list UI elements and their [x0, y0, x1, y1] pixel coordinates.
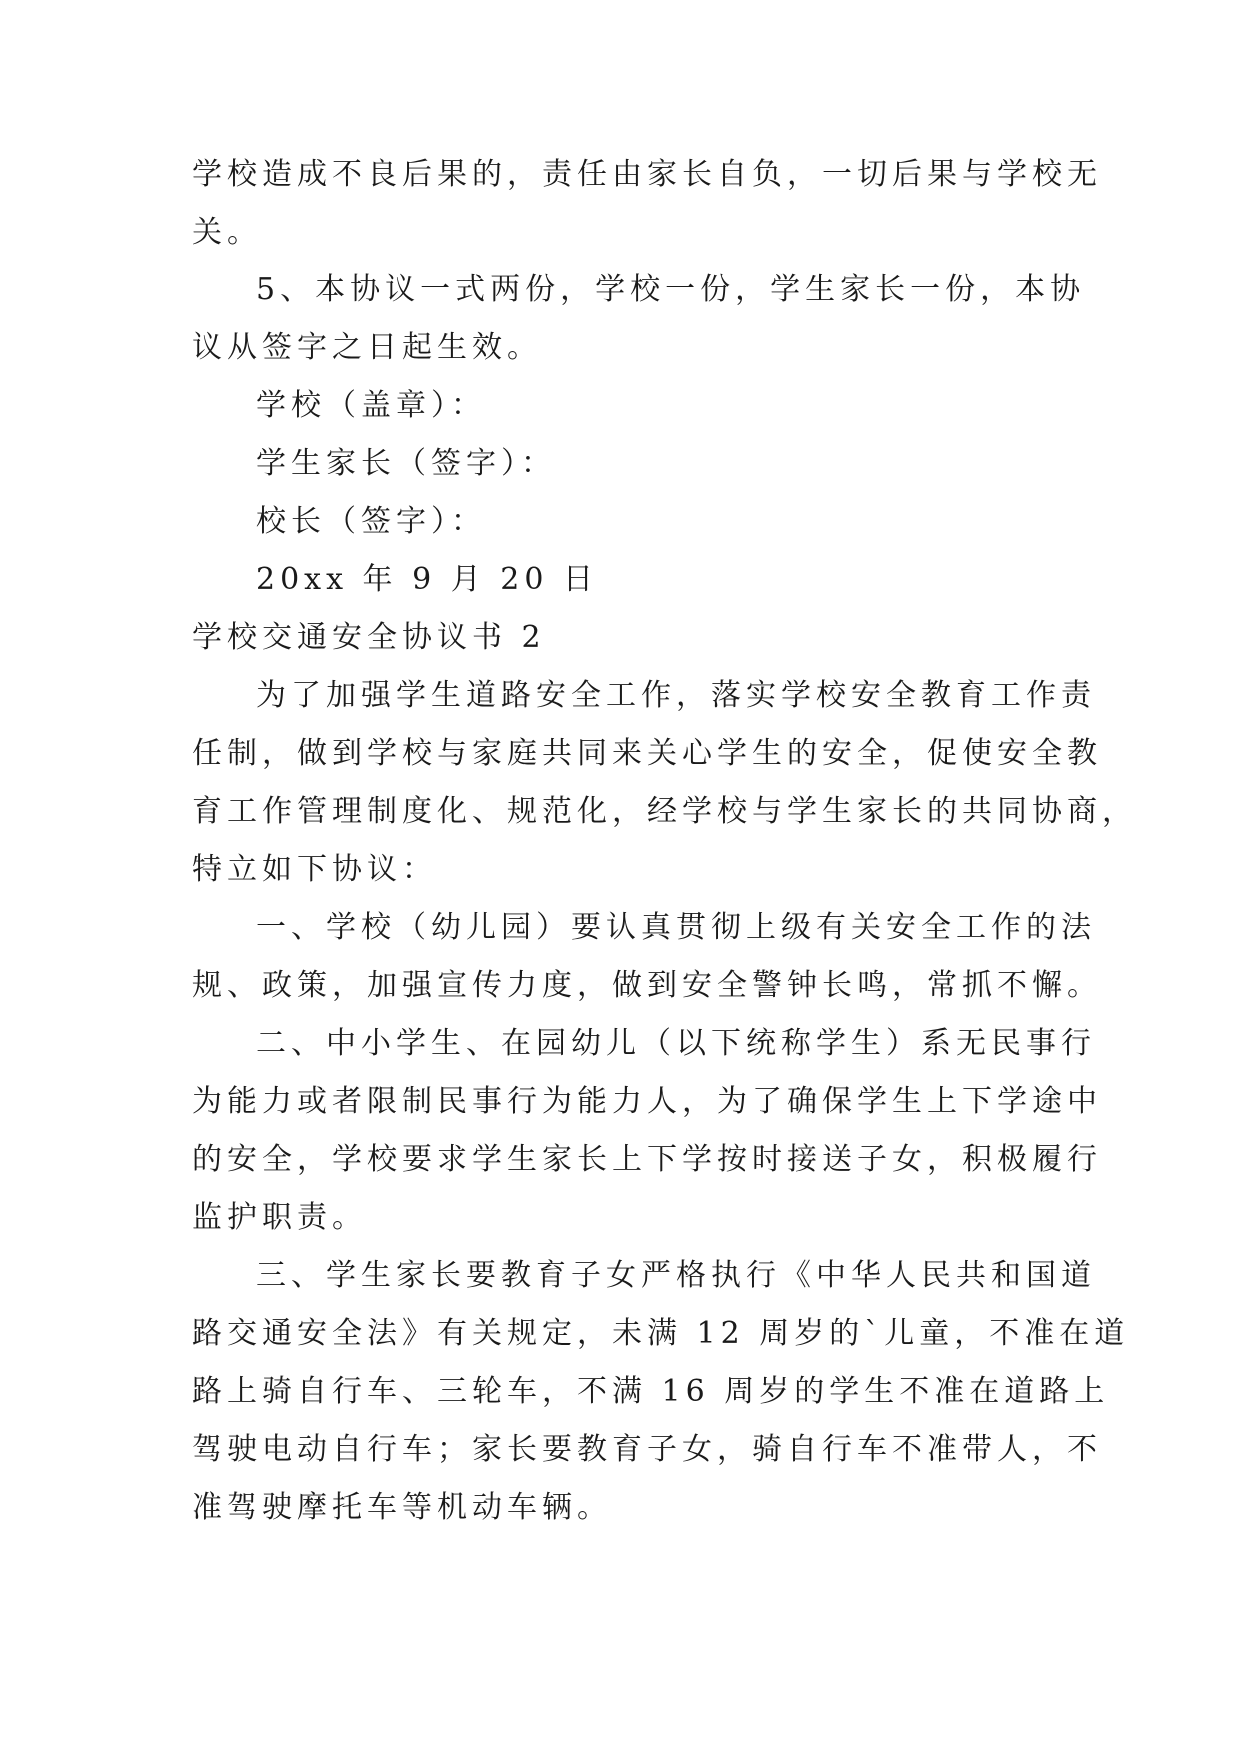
text-line: 特立如下协议： — [192, 852, 437, 887]
signature-principal-label: 校长（签字）： — [256, 504, 486, 539]
text-line: 议从签字之日起生效。 — [192, 330, 542, 365]
text-line: 育工作管理制度化、规范化，经学校与学生家长的共同协商， — [192, 794, 1137, 829]
text-line: 学校造成不良后果的，责任由家长自负，一切后果与学校无 — [192, 157, 1102, 192]
text-line: 路交通安全法》有关规定，未满 12 周岁的`儿童，不准在道 — [192, 1316, 1130, 1351]
text-line: 二、中小学生、在园幼儿（以下统称学生）系无民事行 — [256, 1026, 1096, 1061]
section-title: 学校交通安全协议书 2 — [192, 620, 546, 655]
text-line: 任制，做到学校与家庭共同来关心学生的安全，促使安全教 — [192, 736, 1102, 771]
date-line: 20xx 年 9 月 20 日 — [256, 562, 598, 597]
text-line: 一、学校（幼儿园）要认真贯彻上级有关安全工作的法 — [256, 910, 1096, 945]
text-line: 的安全，学校要求学生家长上下学按时接送子女，积极履行 — [192, 1142, 1102, 1177]
text-line: 路上骑自行车、三轮车，不满 16 周岁的学生不准在道路上 — [192, 1374, 1110, 1409]
text-line: 为了加强学生道路安全工作，落实学校安全教育工作责 — [256, 678, 1096, 713]
text-line: 三、学生家长要教育子女严格执行《中华人民共和国道 — [256, 1258, 1096, 1293]
text-line: 规、政策，加强宣传力度，做到安全警钟长鸣，常抓不懈。 — [192, 968, 1102, 1003]
text-line: 准驾驶摩托车等机动车辆。 — [192, 1490, 612, 1525]
text-line: 驾驶电动自行车；家长要教育子女，骑自行车不准带人，不 — [192, 1432, 1102, 1467]
text-line: 监护职责。 — [192, 1200, 367, 1235]
text-line: 5、本协议一式两份，学校一份，学生家长一份，本协 — [256, 272, 1086, 307]
text-line: 关。 — [192, 215, 262, 250]
signature-school-label: 学校（盖章）： — [256, 388, 486, 423]
signature-parent-label: 学生家长（签字）： — [256, 446, 556, 481]
text-line: 为能力或者限制民事行为能力人，为了确保学生上下学途中 — [192, 1084, 1102, 1119]
